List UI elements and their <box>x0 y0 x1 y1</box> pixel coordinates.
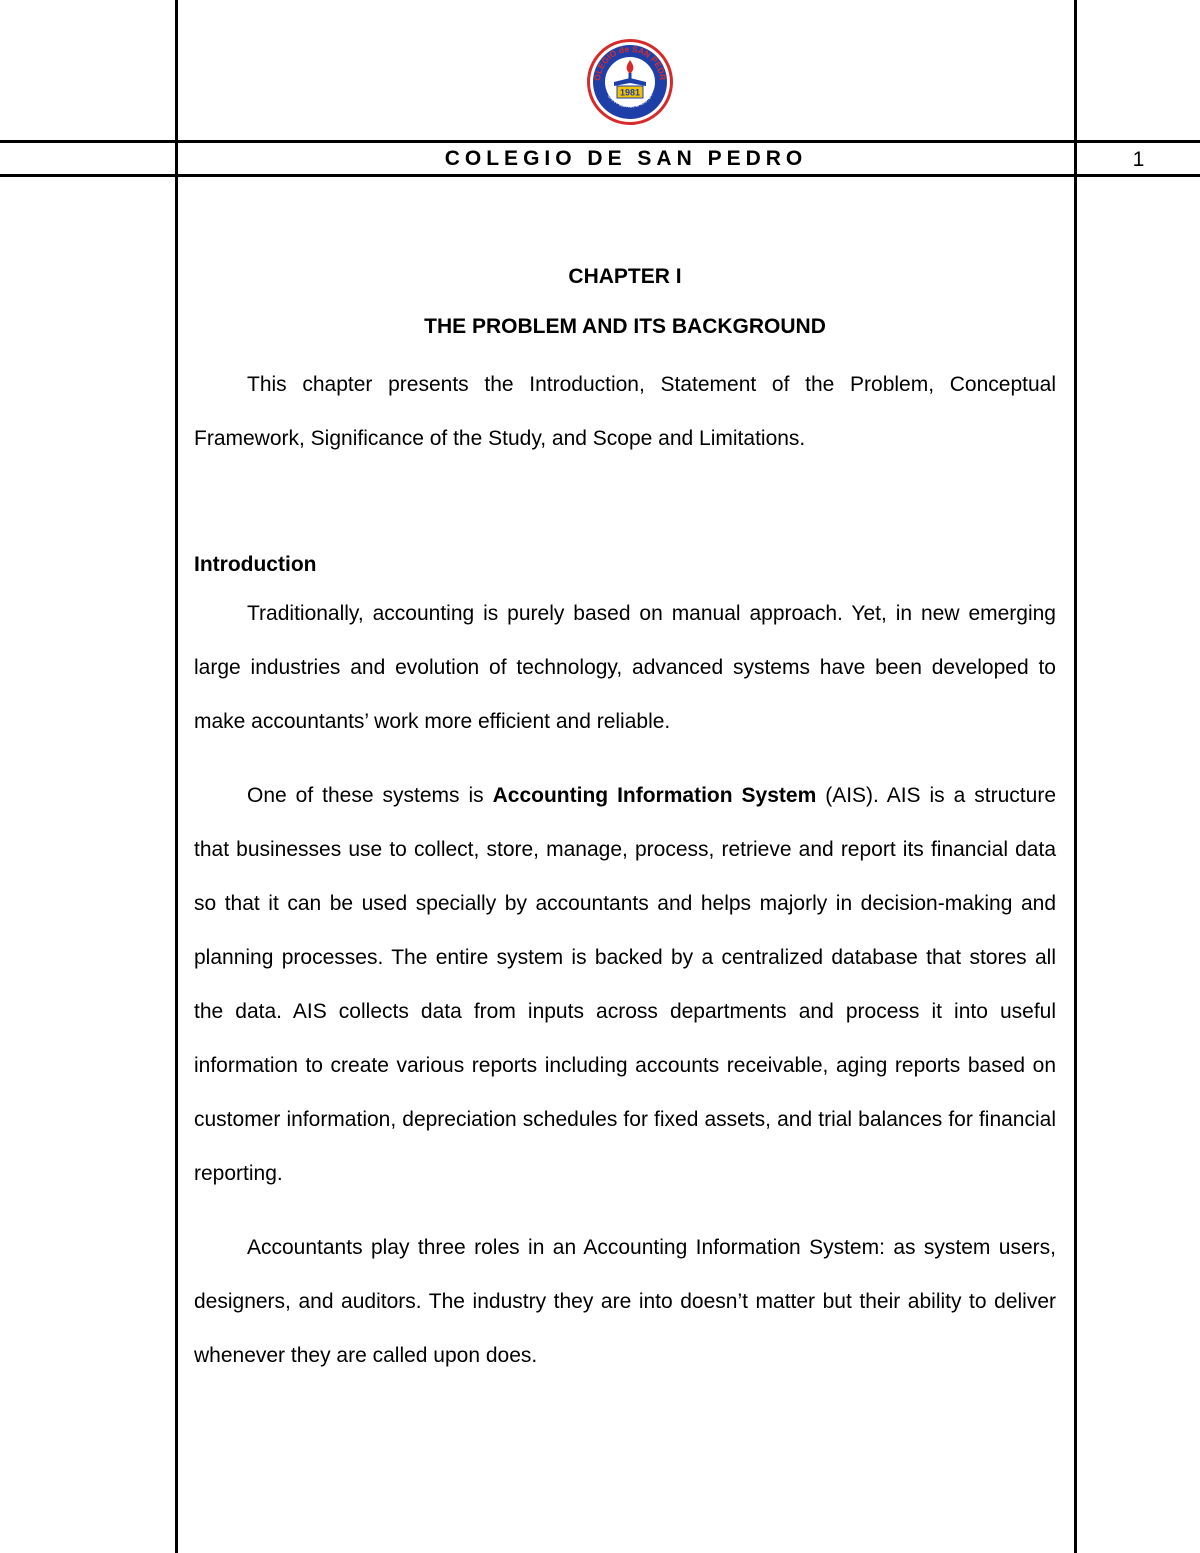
paragraph-2-lead-text: One of these systems is <box>247 784 493 807</box>
paragraph-2-rest-text: (AIS). AIS is a structure that businesses use to collect, store, manage, process, retrieve and report its financial data so that it can be used specially by accountants and helps majorly in decision-making and planning processes. The entire system is backed by a centralized database that stores all the data. AIS collects data from inputs across departments and process it into useful information to create various reports including accounts receivable, aging reports based on customer information, depreciation schedules for fixed assets, and trial balances for financial reporting. <box>194 784 1056 1185</box>
school-seal-logo <box>586 38 674 126</box>
chapter-overview-paragraph: This chapter presents the Introduction, Statement of the Problem, Conceptual Framework, Significance of the Study, and Scope and Limitations. <box>194 373 1056 450</box>
page-number: 1 <box>1132 148 1145 171</box>
chapter-title: THE PROBLEM AND ITS BACKGROUND <box>424 315 826 338</box>
seal-year: 1981 <box>619 87 641 98</box>
seal-ring-text-top: OLEGIO de SAN PEDR <box>591 43 669 82</box>
right-margin-rule <box>1074 0 1077 1553</box>
ais-bold-term: Accounting Information System <box>492 784 817 807</box>
left-margin-rule <box>175 0 178 1553</box>
introduction-heading: Introduction <box>194 553 317 576</box>
document-body <box>194 258 1056 1403</box>
introduction-paragraph-1: Traditionally, accounting is purely based on manual approach. Yet, in new emerging large industries and evolution of technology, advanced systems have been developed to make accountants’ work more efficient and reliable. <box>194 602 1056 733</box>
school-seal-icon <box>586 38 674 126</box>
institution-name: COLEGIO DE SAN PEDRO <box>444 147 808 170</box>
introduction-paragraph-3: Accountants play three roles in an Accounting Information System: as system users, designers, and auditors. The industry they are into doesn’t matter but their ability to deliver whenever they are called upon does. <box>194 1236 1056 1367</box>
introduction-paragraph-2 <box>194 769 1056 1201</box>
header-bottom-rule <box>0 174 1200 177</box>
seal-ring-text-bottom: SAN PEDRO, LAGUNA <box>605 93 655 110</box>
chapter-label: CHAPTER I <box>568 265 682 288</box>
